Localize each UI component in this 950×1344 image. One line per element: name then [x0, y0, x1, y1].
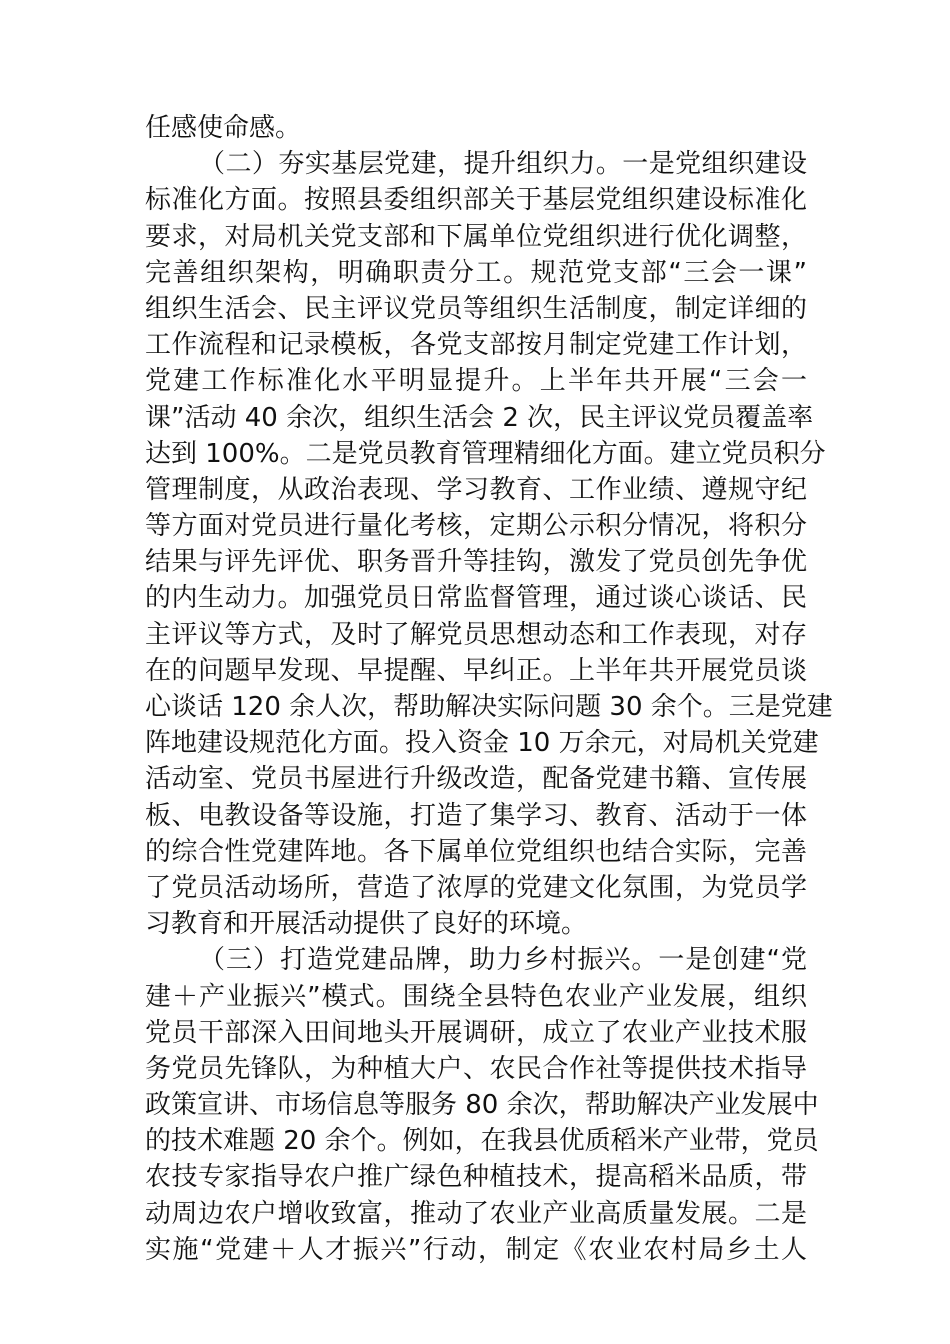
text-line: 主评议等方式，及时了解党员思想动态和工作表现，对存 — [145, 619, 807, 650]
text-line: 了党员活动场所，营造了浓厚的党建文化氛围，为党员学 — [145, 872, 807, 903]
section-heading-line: （二）夯实基层党建，提升组织力。一是党组织建设 — [199, 149, 807, 180]
text-line: 习教育和开展活动提供了良好的环境。 — [145, 909, 588, 940]
text-line: 任感使命感。 — [145, 113, 302, 143]
text-line: 的技术难题 20 余个。例如，在我县优质稻米产业带，党员 — [145, 1126, 819, 1157]
text-line: 的综合性党建阵地。各下属单位党组织也结合实际，完善 — [145, 836, 807, 867]
body-text — [145, 110, 833, 1268]
text-line: 等方面对党员进行量化考核，定期公示积分情况，将积分 — [145, 511, 807, 542]
text-line: 管理制度，从政治表现、学习教育、工作业绩、遵规守纪 — [145, 474, 807, 505]
text-line: 的内生动力。加强党员日常监督管理，通过谈心谈话、民 — [145, 583, 807, 614]
text-line: 党建工作标准化水平明显提升。上半年共开展“三会一 — [145, 366, 807, 397]
text-line: 在的问题早发现、早提醒、早纠正。上半年共开展党员谈 — [145, 655, 807, 686]
text-line: 活动室、党员书屋进行升级改造，配备党建书籍、宣传展 — [145, 764, 807, 795]
text-line: 实施“党建＋人才振兴”行动，制定《农业农村局乡土人 — [145, 1234, 807, 1265]
text-line: 板、电教设备等设施，打造了集学习、教育、活动于一体 — [145, 800, 807, 831]
text-line: 要求，对局机关党支部和下属单位党组织进行优化调整， — [145, 221, 807, 252]
section-heading-line: （三）打造党建品牌，助力乡村振兴。一是创建“党 — [199, 945, 807, 976]
text-line: 农技专家指导农户推广绿色种植技术，提高稻米品质，带 — [145, 1162, 807, 1193]
text-line: 党员干部深入田间地头开展调研，成立了农业产业技术服 — [145, 1017, 807, 1048]
text-line: 动周边农户增收致富，推动了农业产业高质量发展。二是 — [145, 1198, 807, 1229]
text-line: 建＋产业振兴”模式。围绕全县特色农业产业发展，组织 — [145, 981, 807, 1012]
text-line: 政策宣讲、市场信息等服务 80 余次，帮助解决产业发展中 — [145, 1090, 819, 1121]
text-line: 组织生活会、民主评议党员等组织生活制度，制定详细的 — [145, 293, 807, 324]
text-line: 工作流程和记录模板，各党支部按月制定党建工作计划， — [145, 330, 807, 361]
text-line: 阵地建设规范化方面。投入资金 10 万余元，对局机关党建 — [145, 728, 819, 759]
text-line: 心谈话 120 余人次，帮助解决实际问题 30 余个。三是党建 — [145, 692, 833, 722]
text-line: 务党员先锋队，为种植大户、农民合作社等提供技术指导 — [145, 1053, 807, 1084]
text-line: 结果与评先评优、职务晋升等挂钩，激发了党员创先争优 — [145, 547, 807, 578]
text-line: 完善组织架构，明确职责分工。规范党支部“三会一课” — [145, 257, 807, 288]
text-line: 标准化方面。按照县委组织部关于基层党组织建设标准化 — [145, 185, 807, 216]
text-line: 课”活动 40 余次，组织生活会 2 次，民主评议党员覆盖率 — [145, 402, 814, 433]
text-line: 达到 100%。二是党员教育管理精细化方面。建立党员积分 — [145, 438, 826, 469]
